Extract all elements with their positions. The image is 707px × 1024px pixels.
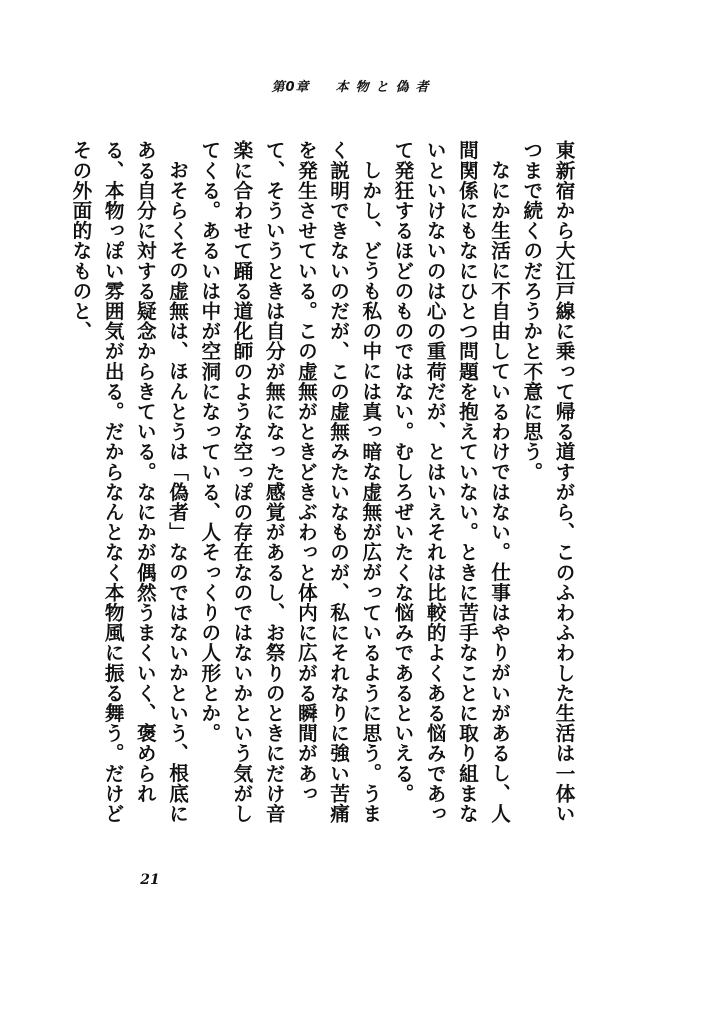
page-number: 21 [140, 872, 160, 888]
paragraph: なにか生活に不自由しているわけではない。仕事はやりがいがあるし、人間関係にもなにひとつ問題を抱えていない。ときに苦手なことに取り組まないといけないのは心の重荷だが、とはいえそれは比較的よくある悩みであって発狂するほどのものではない。むしろぜいたくな悩みであるといえる。 [390, 140, 511, 824]
paragraph: 東新宿から大江戸線に乗って帰る道すがら、このふわふわした生活は一体いつまで続くのだろうかと不意に思う。 [519, 140, 575, 824]
paragraph: しかし、どうも私の中には真っ暗な虚無が広がっているように思う。うまく説明できないのだが、この虚無みたいなものが、私にそれなりに強い苦痛を発生させている。この虚無がときどきぶわっと体内に広がる瞬間があって、そういうときは自分が無になった感覚があるし、お祭りのときにだけ音楽に合わせて踊る道化師のような空っぽの存在なのではないかという気がしてくる。あるいは中が空洞になっている、人そっくりの人形とか。 [197, 140, 382, 824]
running-head [0, 76, 707, 95]
body-text [64, 140, 579, 840]
chapter-label: 第0章 [271, 80, 310, 95]
chapter-title: 本物と偽者 [335, 80, 436, 95]
paragraph: おそらくその虚無は、ほんとうは「偽者」なのではないかという、根底にある自分に対する疑念からきている。なにかが偶然うまくいく、褒められる、本物っぽい雰囲気が出る。だからなんとなく本物風に振る舞う。だけどその外面的なものと、 [68, 140, 189, 824]
